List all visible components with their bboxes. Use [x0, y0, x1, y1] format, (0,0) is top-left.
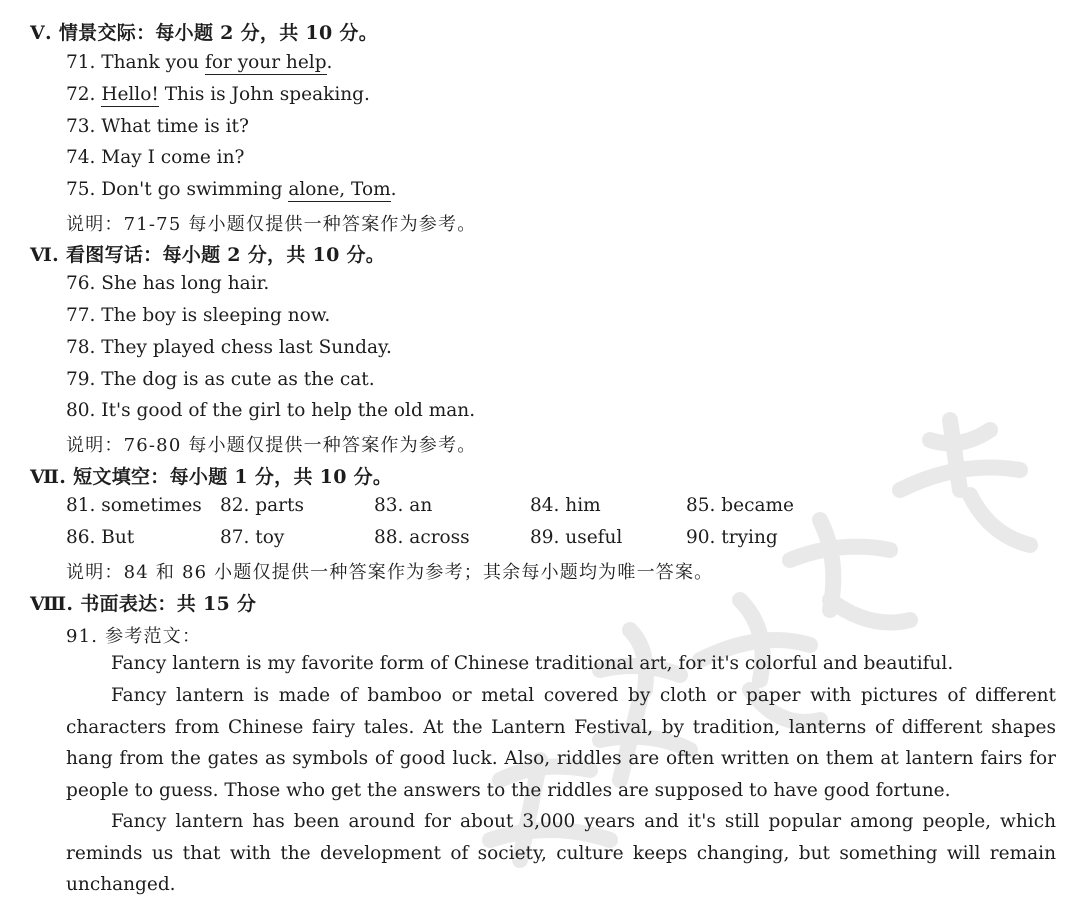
- answer-74: 74. May I come in?: [66, 147, 245, 168]
- section-8-title: Ⅷ. 书面表达：共 15 分: [30, 593, 257, 615]
- section-5-title: Ⅴ. 情景交际：每小题 2 分，共 10 分。: [30, 22, 378, 44]
- answer-79: 79. The dog is as cute as the cat.: [66, 369, 375, 390]
- section-7-note: 说明：84 和 86 小题仅提供一种答案作为参考；其余每小题均为唯一答案。: [66, 562, 714, 583]
- answer-75-underlined: alone, Tom: [288, 179, 391, 200]
- answer-77: 77. The boy is sleeping now.: [66, 305, 331, 326]
- answer-76: 76. She has long hair.: [66, 273, 270, 294]
- answer-72: [66, 84, 370, 105]
- answer-88: 88. across: [374, 527, 470, 548]
- answer-75-text: 75. Don't go swimming: [66, 179, 289, 200]
- answer-73: 73. What time is it?: [66, 116, 249, 137]
- essay-paragraph-3: Fancy lantern has been around for about 3,000 years and it's still popular among people, which reminds us that with the development of society, culture keeps changing, but something will remain unchanged.: [66, 811, 1056, 896]
- answer-85: 85. became: [686, 495, 794, 516]
- essay-paragraph-1: Fancy lantern is my favorite form of Chinese traditional art, for it's colorful and beautiful.: [111, 653, 954, 674]
- section-7-title: Ⅶ. 短文填空：每小题 1 分，共 10 分。: [30, 466, 393, 488]
- answer-83: 83. an: [374, 495, 433, 516]
- section-5-note: 说明：71-75 每小题仅提供一种答案作为参考。: [66, 214, 477, 235]
- answer-row-86-90: [66, 527, 826, 553]
- answer-72-underlined: Hello!: [101, 84, 159, 105]
- section-6-note: 说明：76-80 每小题仅提供一种答案作为参考。: [66, 435, 477, 456]
- answer-84: 84. him: [530, 495, 601, 516]
- answer-71-underlined: for your help: [204, 52, 327, 73]
- answer-71-text: 71. Thank you: [66, 52, 205, 73]
- answer-72-number: 72.: [66, 84, 102, 105]
- answer-82: 82. parts: [220, 495, 304, 516]
- sample-essay-label: 91. 参考范文：: [66, 626, 202, 647]
- answer-81: 81. sometimes: [66, 495, 202, 516]
- answer-80: 80. It's good of the girl to help the old man.: [66, 400, 476, 421]
- answer-78: 78. They played chess last Sunday.: [66, 337, 392, 358]
- answer-75: [66, 179, 397, 200]
- essay-paragraph-2: Fancy lantern is made of bamboo or metal covered by cloth or paper with pictures of different characters from Chinese fairy tales. At the Lantern Festival, by tradition, lanterns of different shapes hang from the gates as symbols of good luck. Also, riddles are often written on them at lantern fairs for people to guess. Those who get the answers to the riddles are supposed to have good fortune.: [66, 685, 1056, 801]
- answer-72-text: This is John speaking.: [158, 84, 370, 105]
- answer-row-81-85: [66, 495, 826, 521]
- answer-71: [66, 52, 332, 73]
- answer-71-tail: .: [326, 52, 333, 73]
- answer-87: 87. toy: [220, 527, 285, 548]
- answer-75-tail: .: [390, 179, 397, 200]
- answer-86: 86. But: [66, 527, 135, 548]
- answer-89: 89. useful: [530, 527, 623, 548]
- section-6-title: Ⅵ. 看图写话：每小题 2 分，共 10 分。: [30, 244, 386, 266]
- answer-90: 90. trying: [686, 527, 778, 548]
